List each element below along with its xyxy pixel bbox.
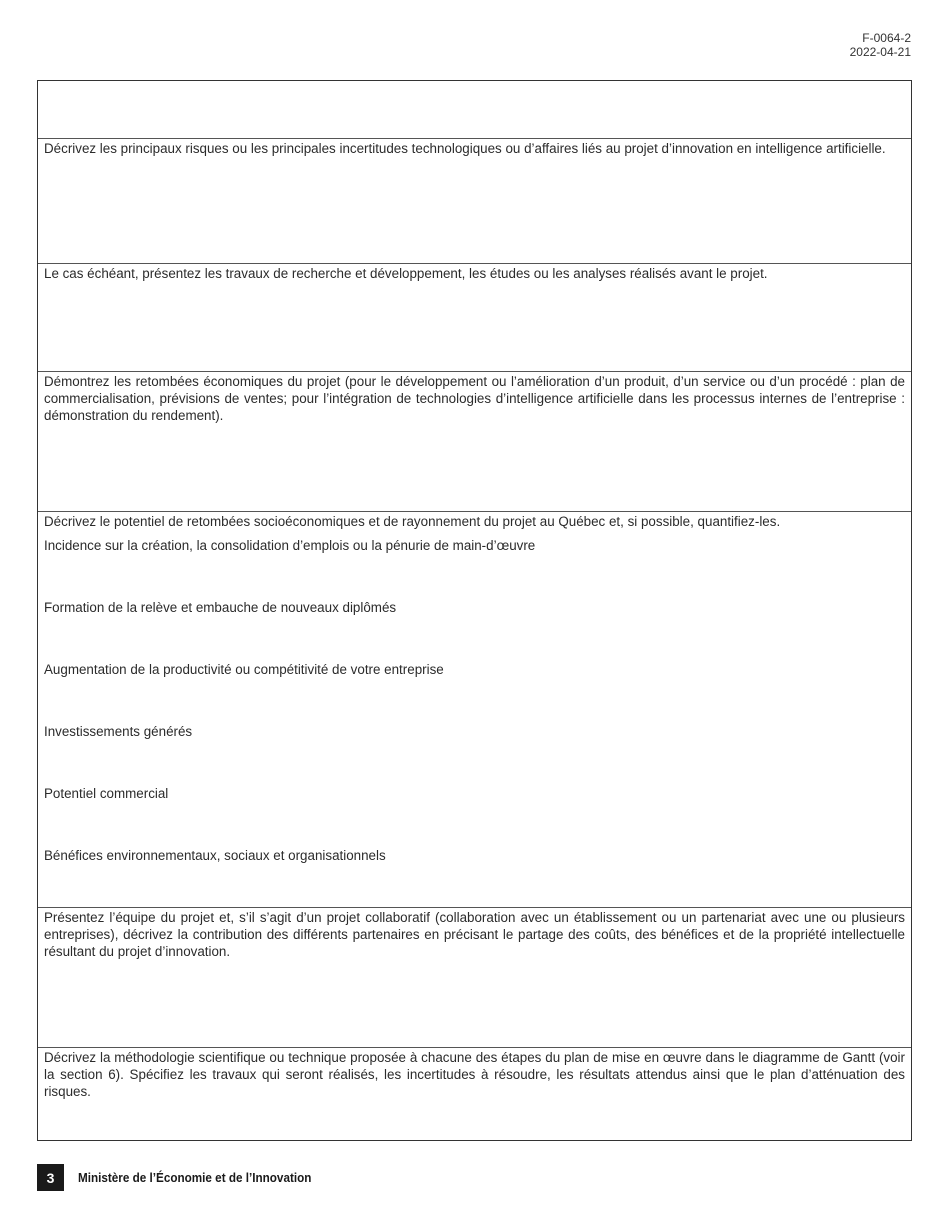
socio-item-investments: Investissements générés	[44, 724, 193, 739]
section-team[interactable]	[38, 907, 911, 1047]
section-methodology[interactable]	[38, 1047, 911, 1140]
ministry-name: Ministère de l’Économie et de l’Innovation	[78, 1170, 312, 1185]
socio-item-training: Formation de la relève et embauche de nouveaux diplômés	[44, 600, 397, 615]
section-socio-impact[interactable]	[38, 511, 911, 907]
page-number: 3	[37, 1164, 64, 1191]
form-date: 2022-04-21	[849, 45, 911, 59]
section-economic-impact[interactable]	[38, 371, 911, 511]
answer-area-previous[interactable]	[38, 81, 911, 138]
section-economic-impact-prompt: Démontrez les retombées économiques du projet (pour le développement ou l’amélioration d’un produit, d’un service ou d’un procédé : plan de commercialisation, prévisions de ventes; pour l’intégration de technologies d’intelligence artificielle dans les processus internes de l’entreprise : démonstration du rendement).	[44, 374, 905, 423]
form-number: F-0064-2	[862, 31, 911, 45]
section-risks-prompt: Décrivez les principaux risques ou les principales incertitudes technologiques ou d’affaires liés au projet d’innovation en intelligence artificielle.	[44, 141, 886, 156]
section-prior-work-prompt: Le cas échéant, présentez les travaux de recherche et développement, les études ou les analyses réalisés avant le projet.	[44, 266, 768, 281]
socio-item-commercial: Potentiel commercial	[44, 786, 169, 801]
socio-item-employment: Incidence sur la création, la consolidation d’emplois ou la pénurie de main-d’œuvre	[44, 538, 536, 553]
socio-item-benefits: Bénéfices environnementaux, sociaux et organisationnels	[44, 848, 386, 863]
form-box	[37, 80, 912, 1141]
section-prior-work[interactable]	[38, 263, 911, 371]
socio-item-productivity: Augmentation de la productivité ou compétitivité de votre entreprise	[44, 662, 444, 677]
form-identifier	[850, 31, 911, 59]
section-risks[interactable]	[38, 138, 911, 263]
page-footer	[37, 1164, 337, 1191]
section-socio-impact-prompt: Décrivez le potentiel de retombées socioéconomiques et de rayonnement du projet au Québec et, si possible, quantifiez-les.	[44, 514, 781, 529]
section-team-prompt: Présentez l’équipe du projet et, s’il s’agit d’un projet collaboratif (collaboration avec un établissement ou un partenariat avec une ou plusieurs entreprises), décrivez la contribution des différents partenaires en précisant le partage des coûts, des bénéfices et de la propriété intellectuelle résultant du projet d’innovation.	[44, 910, 905, 959]
section-methodology-prompt: Décrivez la méthodologie scientifique ou technique proposée à chacune des étapes du plan de mise en œuvre dans le diagramme de Gantt (voir la section 6). Spécifiez les travaux qui seront réalisés, les incertitudes à résoudre, les résultats attendus ainsi que le plan d’atténuation des risques.	[44, 1050, 905, 1099]
